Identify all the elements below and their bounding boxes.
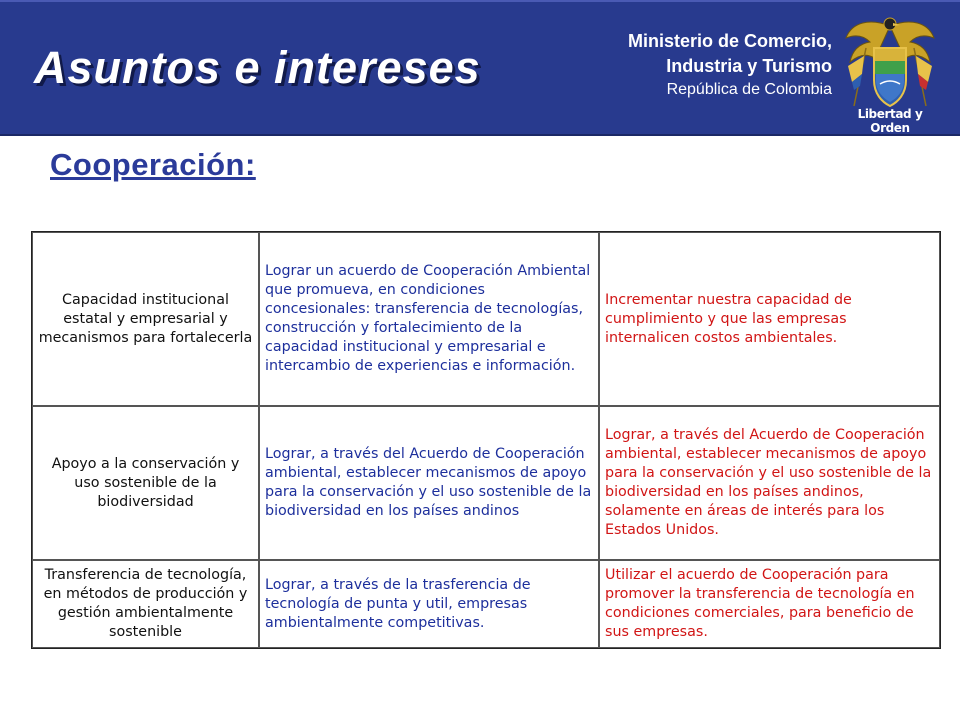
topic-cell: Transferencia de tecnología, en métodos de producción y gestión ambientalmente sostenible [32, 560, 259, 648]
table-row [32, 406, 940, 560]
counterpart-cell: Lograr, a través del Acuerdo de Cooperación ambiental, establecer mecanismos de apoyo para la conservación y el uso sostenible de la biodiversidad en los países andinos, solamente en áreas de interés para los Estados Unidos. [599, 406, 940, 560]
objective-cell: Lograr, a través de la trasferencia de tecnología de punta y util, empresas ambientalmente competitivas. [259, 560, 599, 648]
ministry-line-3: República de Colombia [666, 81, 832, 98]
objective-cell: Lograr, a través del Acuerdo de Cooperación ambiental, establecer mecanismos de apoyo para la conservación y el uso sostenible de la biodiversidad en los países andinos [259, 406, 599, 560]
header-banner [0, 0, 960, 136]
cooperation-table [31, 231, 941, 649]
coat-of-arms-motto: Libertad y Orden [857, 107, 923, 135]
section-heading: Cooperación: [50, 147, 256, 182]
counterpart-cell: Utilizar el acuerdo de Cooperación para promover la transferencia de tecnología en condiciones comerciales, para beneficio de sus empresas. [599, 560, 940, 648]
ministry-name [572, 29, 832, 101]
counterpart-cell: Incrementar nuestra capacidad de cumplimiento y que las empresas internalicen costos ambientales. [599, 232, 940, 406]
topic-cell: Apoyo a la conservación y uso sostenible de la biodiversidad [32, 406, 259, 560]
ministry-line-2: Industria y Turismo [666, 56, 832, 76]
ministry-line-1: Ministerio de Comercio, [627, 31, 832, 51]
topic-cell: Capacidad institucional estatal y empresarial y mecanismos para fortalecerla [32, 232, 259, 406]
table-row [32, 560, 940, 648]
table-row [32, 232, 940, 406]
objective-cell: Lograr un acuerdo de Cooperación Ambiental que promueva, en condiciones concesionales: transferencia de tecnologías, construcción y fortalecimiento de la capacidad institucional y empresarial e intercambio de experiencias e información. [259, 232, 599, 406]
slide-title: Asuntos e intereses [34, 42, 481, 93]
